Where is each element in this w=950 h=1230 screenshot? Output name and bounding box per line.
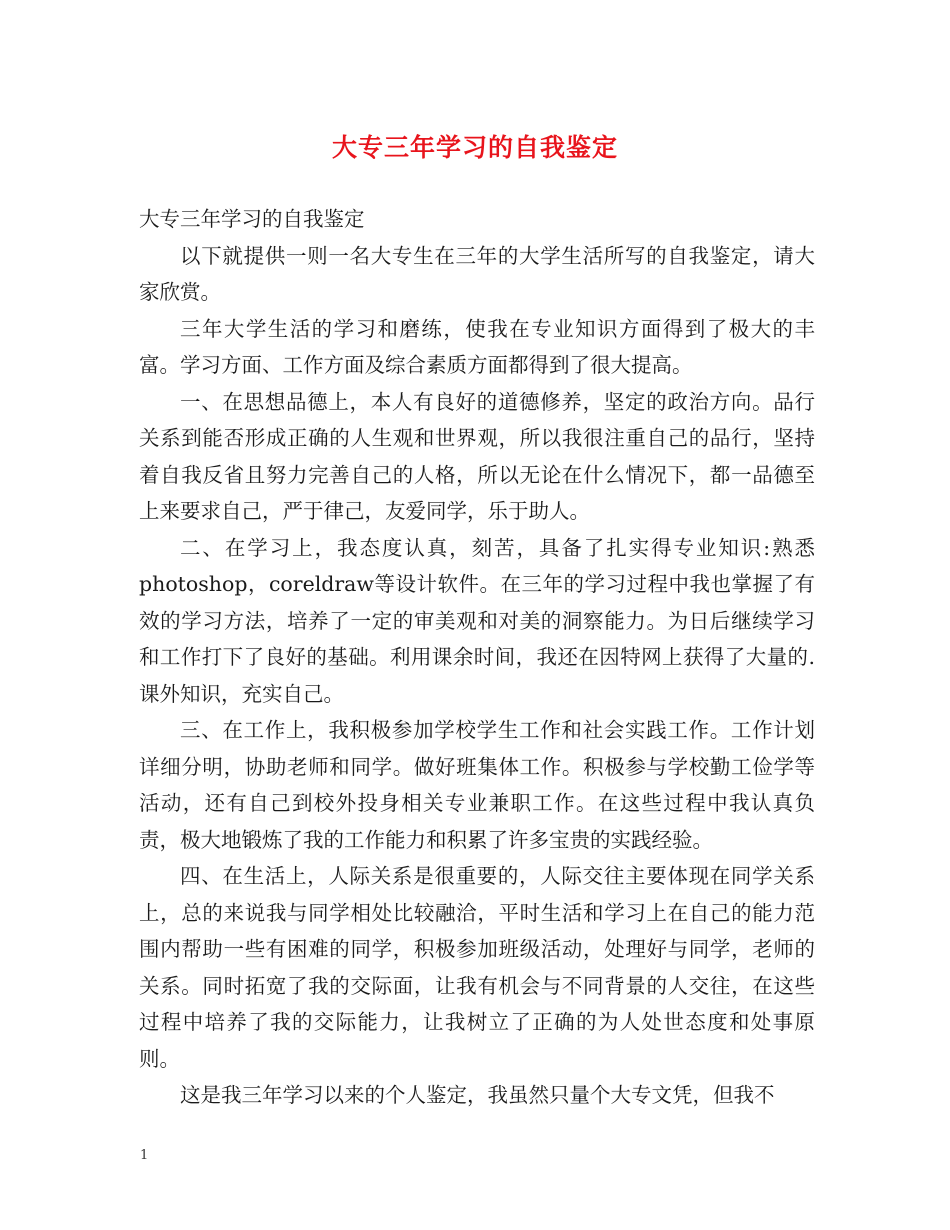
paragraph-morality: 一、在思想品德上，本人有良好的道德修养，坚定的政治方向。品行关系到能否形成正确的人生观和世界观，所以我很注重自己的品行，坚持着自我反省且努力完善自己的人格，所以无论在什么情况下，都一品德至上来要求自己，严于律己，友爱同学，乐于助人。 — [139, 389, 815, 523]
document-subtitle: 大专三年学习的自我鉴定 — [139, 207, 365, 231]
page-number: 1 — [140, 1148, 149, 1163]
paragraph-study: 二、在学习上，我态度认真，刻苦，具备了扎实得专业知识:熟悉photoshop，coreldraw等设计软件。在三年的学习过程中我也掌握了有效的学习方法，培养了一定的审美观和对美的洞察能力。为日后继续学习和工作打下了良好的基础。利用课余时间，我还在因特网上获得了大量的.课外知识，充实自己。 — [139, 535, 815, 706]
paragraph-work: 三、在工作上，我积极参加学校学生工作和社会实践工作。工作计划详细分明，协助老师和同学。做好班集体工作。积极参与学校勤工俭学等活动，还有自己到校外投身相关专业兼职工作。在这些过程中我认真负责，极大地锻炼了我的工作能力和积累了许多宝贵的实践经验。 — [139, 718, 815, 852]
paragraph-intro: 以下就提供一则一名大专生在三年的大学生活所写的自我鉴定，请大家欣赏。 — [139, 243, 815, 304]
document-title: 大专三年学习的自我鉴定 — [331, 133, 618, 162]
paragraph-closing: 这是我三年学习以来的个人鉴定，我虽然只量个大专文凭，但我不 — [180, 1083, 775, 1107]
document-body — [139, 201, 815, 1114]
paragraph-summary: 三年大学生活的学习和磨练，使我在专业知识方面得到了极大的丰富。学习方面、工作方面及综合素质方面都得到了很大提高。 — [139, 316, 815, 377]
paragraph-life: 四、在生活上，人际关系是很重要的，人际交往主要体现在同学关系上，总的来说我与同学相处比较融洽，平时生活和学习上在自己的能力范围内帮助一些有困难的同学，积极参加班级活动，处理好与同学，老师的关系。同时拓宽了我的交际面，让我有机会与不同背景的人交往，在这些过程中培养了我的交际能力，让我树立了正确的为人处世态度和处事原则。 — [139, 864, 815, 1071]
